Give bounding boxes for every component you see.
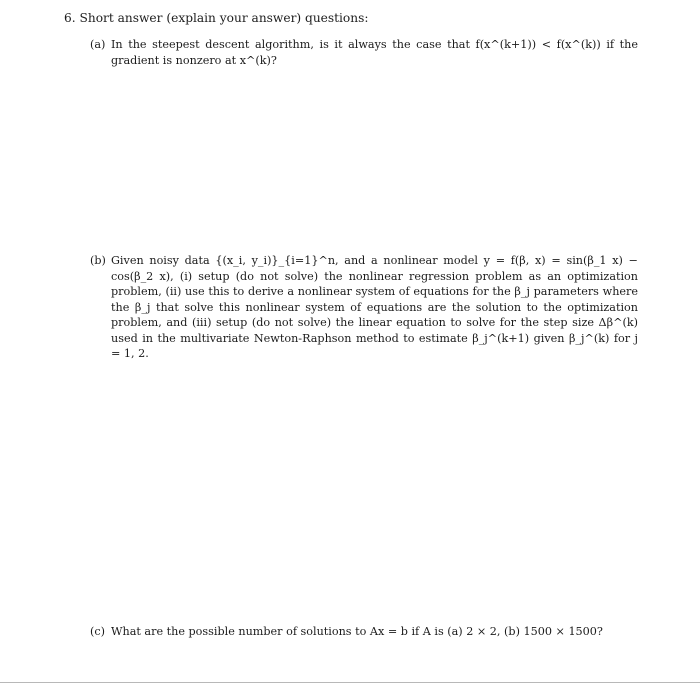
part-c-label: (c) [90,625,105,638]
question-heading: 6. Short answer (explain your answer) questions: [64,11,369,25]
part-c [90,624,650,640]
part-b [90,253,638,362]
part-b-label: (b) [90,254,106,267]
part-c-text: What are the possible number of solutions to Ax = b if A is (a) 2 × 2, (b) 1500 × 1500? [111,625,603,638]
part-a [90,37,638,68]
part-b-text: Given noisy data {(x_i, y_i)}_{i=1}^n, and a nonlinear model y = f(β, x) = sin(β_1 x) − cos(β_2 x), (i) setup (do not solve) the nonlinear regression problem as an optimization problem, (ii) use this to derive a nonlinear system of equations for the β_j parameters where the β_j that solve this nonlinear system of equations are the solution to the optimization problem, and (iii) setup (do not solve) the linear equation to solve for the step size Δβ^(k) used in the multivariate Newton-Raphson method to estimate β_j^(k+1) given β_j^(k) for j = 1, 2. [111,254,638,360]
part-a-text: In the steepest descent algorithm, is it always the case that f(x^(k+1)) < f(x^(k)) if the gradient is nonzero at x^(k)? [111,38,638,67]
page-bottom-border [0,682,700,683]
part-a-label: (a) [90,38,106,51]
